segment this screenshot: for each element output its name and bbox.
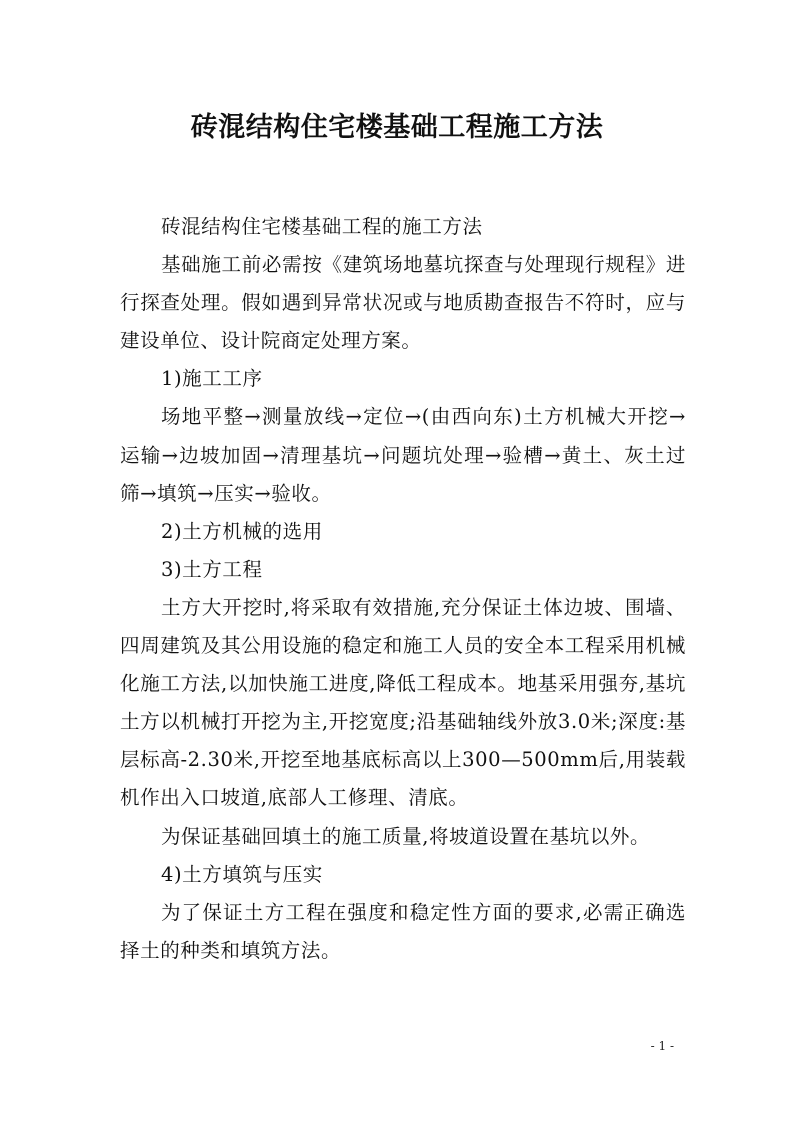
paragraph-subtitle: 砖混结构住宅楼基础工程的施工方法 [160, 215, 483, 238]
section-heading-1: 1)施工工序 [160, 367, 263, 391]
page-number: - 1 - [650, 1039, 674, 1053]
section-heading-2: 2)土方机械的选用 [160, 519, 323, 543]
section-heading-4: 4)土方填筑与压实 [160, 862, 323, 886]
document-title: 砖混结构住宅楼基础工程施工方法 [190, 112, 604, 143]
paragraph-intro: 基础施工前必需按《建筑场地墓坑探查与处理现行规程》进行探查处理。假如遇到异常状况或与地质勘查报告不符时，应与建设单位、设计院商定处理方案。 [120, 253, 686, 353]
paragraph-backfill: 为保证基础回填土的施工质量,将坡道设置在基坑以外。 [160, 824, 651, 848]
section-heading-3: 3)土方工程 [160, 557, 263, 581]
paragraph-earthwork: 土方大开挖时,将采取有效措施,充分保证土体边坡、围墙、四周建筑及其公用设施的稳定和施工人员的安全本工程采用机械化施工方法,以加快施工进度,降低工程成本。地基采用强夯,基坑土方以机械打开挖为主,开挖宽度;沿基础轴线外放3.0米;深度:基层标高-2.30米,开挖至地基底标高以上300—500mm后,用装载机作出入口坡道,底部人工修理、清底。 [120, 595, 686, 810]
paragraph-compaction: 为了保证土方工程在强度和稳定性方面的要求,必需正确选择土的种类和填筑方法。 [120, 900, 686, 962]
document-body [120, 208, 686, 970]
paragraph-procedure: 场地平整→测量放线→定位→(由西向东)土方机械大开挖→运输→边坡加固→清理基坑→问题坑处理→验槽→黄土、灰土过筛→填筑→压实→验收。 [120, 405, 686, 505]
